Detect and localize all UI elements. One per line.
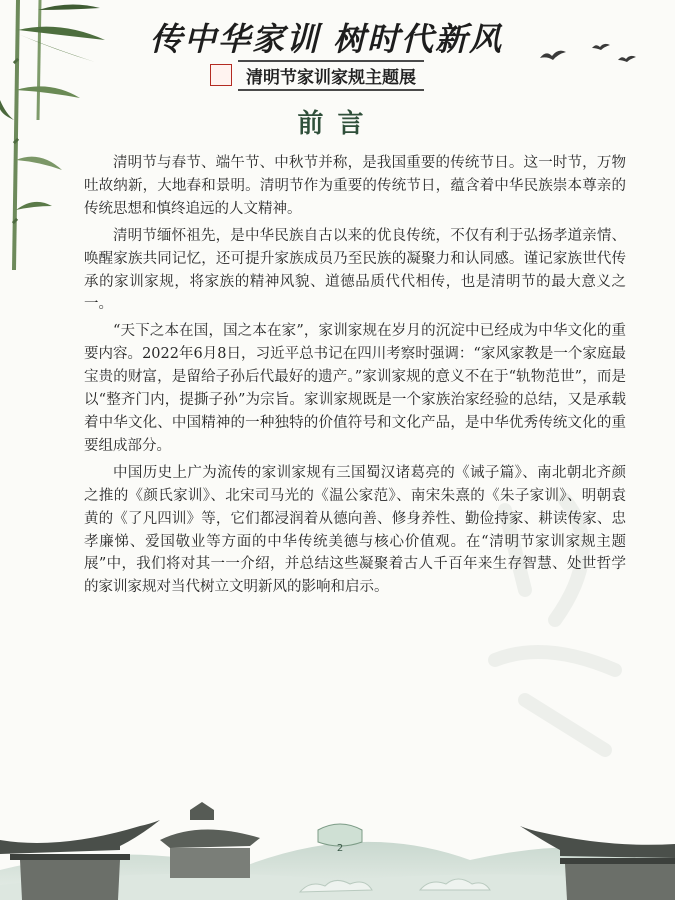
paragraph: 中国历史上广为流传的家训家规有三国蜀汉诸葛亮的《诫子篇》、南北朝北齐颜之推的《颜氏家训》、北宋司马光的《温公家范》、南宋朱熹的《朱子家训》、明朝袁黄的《了凡四训》等，它们都浸润着从德向善、修身养性、勤俭持家、耕读传家、忠孝廉悌、爱国敬业等方面的中华传统美德与核心价值观。在“清明节家训家规主题展”中，我们将对其一一介绍，并总结这些凝聚着古人千百年来生存智慧、处世哲学的家训家规对当代树立文明新风的影响和启示。 [84,464,626,596]
body-text [84,152,626,603]
paragraph: “天下之本在国，国之本在家”，家训家规在岁月的沉淀中已经成为中华文化的重要内容。2022年6月8日，习近平总书记在四川考察时强调：“家风家教是一个家庭最宝贵的财富，是留给子孙后代最好的遗产。”家训家规的意义不在于“轨物范世”，而是以“整齐门内，提撕子孙”为宗旨。家训家规既是一个家族治家经验的总结，又是承载着中华文化、中国精神的一种独特的价值符号和文化产品，是中华优秀传统文化的重要组成部分。 [84,323,626,454]
paragraph: 清明节与春节、端午节、中秋节并称，是我国重要的传统节日。这一时节，万物吐故纳新，大地春和景明。清明节作为重要的传统节日，蕴含着中华民族崇本尊亲的传统思想和慎终追远的人文精神。 [84,155,626,217]
seal-icon [210,64,232,86]
section-heading: 前言 [297,109,378,139]
paragraph: 清明节缅怀祖先，是中华民族自古以来的优良传统，不仅有利于弘扬孝道亲情、唤醒家族共同记忆，还可提升家族成员乃至民族的凝聚力和认同感。谨记家族世代传承的家训家规，将家族的精神风貌、道德品质代代相传，也是清明节的最大意义之一。 [84,227,626,313]
page-number: 2 [336,843,344,854]
subtitle-row [210,62,424,88]
roof-icon [0,780,675,900]
subtitle: 清明节家训家规主题展 [238,60,424,91]
main-title: 传中华家训 树时代新风 [150,20,504,58]
birds-icon [532,40,642,70]
